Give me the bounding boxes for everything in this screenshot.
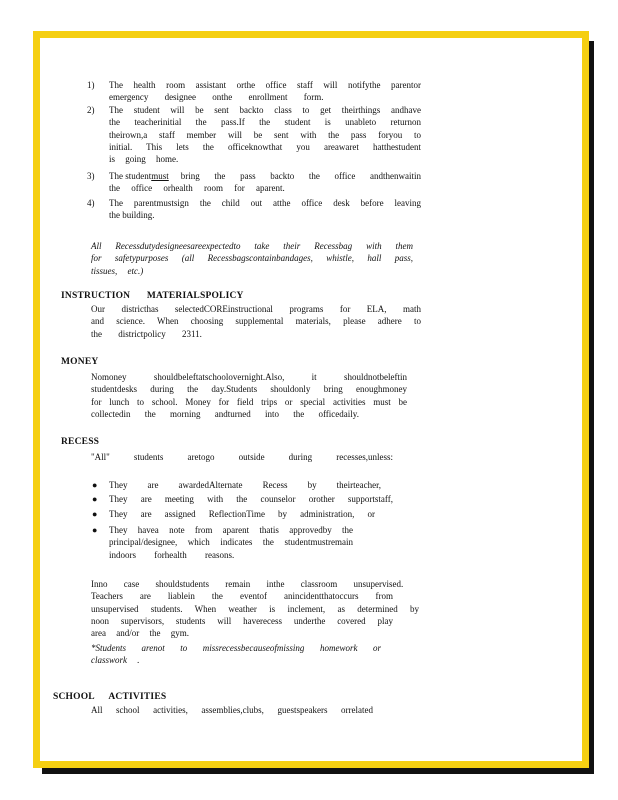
- text-line: studentdesks during the day.Students shouldonly bring enoughmoney: [91, 384, 407, 395]
- text-line: They are assigned ReflectionTime by administration, or: [109, 509, 375, 519]
- recess-footnote: [91, 642, 381, 667]
- text-line: All school activities, assemblies,clubs, guestspeakers orrelated: [91, 705, 373, 715]
- bullet-icon: ●: [92, 525, 98, 535]
- list-number: 3): [87, 171, 95, 181]
- list-item: [109, 79, 421, 104]
- text-line: emergency designee onthe enrollment form.: [109, 92, 324, 103]
- list-item: [109, 479, 381, 491]
- bullet-icon: ●: [92, 480, 98, 490]
- recess-paragraph: [91, 578, 419, 639]
- text-line: [109, 170, 421, 182]
- text-line: the building.: [109, 210, 155, 221]
- text-line: area and/or the gym.: [91, 628, 189, 639]
- document-content: [40, 38, 582, 761]
- text-line: They are meeting with the counselor orother supportstaff,: [109, 494, 393, 504]
- text-line: The parentmustsign the child out atthe office desk before leaving: [109, 198, 421, 208]
- activities-paragraph: [91, 704, 373, 716]
- text-line: Our districthas selectedCOREinstructional programs for ELA, math: [91, 304, 421, 314]
- bullet-icon: ●: [92, 494, 98, 504]
- text-line: They havea note from aparent thatis approvedby the: [109, 525, 353, 535]
- text-line: "All" students aretogo outside during recesses,unless:: [91, 452, 393, 462]
- text-line: Teachers are liablein the eventof anincidentthatoccurs from: [91, 591, 393, 602]
- text-line: The student will be sent backto class to get theirthings andhave: [109, 105, 421, 115]
- instruction-paragraph: [91, 303, 421, 340]
- text-fragment: The student: [109, 171, 152, 181]
- text-line: for safetypurposes (all Recessbagscontainbandages, whistle, hall pass,: [91, 253, 413, 264]
- text-line: tissues, etc.): [91, 265, 144, 276]
- text-line: and science. When choosing supplemental materials, please adhere to: [91, 316, 421, 327]
- list-item: [109, 493, 393, 505]
- emphasis-text: must: [151, 171, 169, 181]
- section-heading: RECESS: [61, 437, 100, 447]
- list-item: [109, 524, 353, 561]
- text-line: the office orhealth room for aparent.: [109, 183, 285, 194]
- money-paragraph: [91, 371, 407, 420]
- text-line: theirown,a staff member will be sent with the pass foryou to: [109, 129, 421, 140]
- text-line: The health room assistant orthe office staff will notifythe parentor: [109, 80, 421, 90]
- recess-intro: [91, 451, 393, 463]
- text-line: the teacherinitial the pass.If the student is unableto returnon: [109, 117, 421, 128]
- section-heading: MONEY: [61, 357, 99, 367]
- text-line: All Recessdutydesigneesareexpectedto take their Recessbag with them: [91, 241, 413, 251]
- text-line: collectedin the morning andturned into the officedaily.: [91, 408, 359, 419]
- text-line: the districtpolicy 2311.: [91, 328, 202, 339]
- list-item: [109, 104, 421, 165]
- list-item: [109, 197, 421, 222]
- text-line: They are awardedAlternate Recess by theirteacher,: [109, 480, 381, 490]
- text-line: indoors forhealth reasons.: [109, 549, 235, 560]
- list-number: 1): [87, 80, 95, 90]
- text-line: classwork .: [91, 655, 140, 666]
- text-line: Nomoney shouldbeleftatschoolovernight.Also, it shouldnotbeleftin: [91, 372, 407, 382]
- text-line: *Students arenot to missrecessbecauseofmissing homework or: [91, 643, 381, 653]
- section-heading: INSTRUCTION MATERIALSPOLICY: [61, 291, 244, 301]
- text-line: unsupervised students. When weather is inclement, as determined by: [91, 603, 419, 614]
- section-heading: SCHOOL ACTIVITIES: [53, 692, 167, 702]
- bullet-icon: ●: [92, 509, 98, 519]
- text-line: principal/designee, which indicates the studentmustremain: [109, 537, 353, 548]
- text-fragment: bring the pass backto the office andthenwaitin: [180, 171, 421, 181]
- list-item: [109, 508, 375, 520]
- text-line: Inno case shouldstudents remain inthe classroom unsupervised.: [91, 579, 404, 589]
- text-line: is going home.: [109, 154, 179, 165]
- document-page: [33, 31, 589, 768]
- text-line: noon supervisors, students will haverecess underthe covered play: [91, 615, 393, 626]
- list-number: 4): [87, 198, 95, 208]
- text-line: for lunch to school. Money for field trips or special activities must be: [91, 396, 407, 407]
- list-number: 2): [87, 105, 95, 115]
- text-line: initial. This lets the officeknowthat you areawaret hatthestudent: [109, 141, 421, 152]
- recess-bag-note: [91, 240, 413, 277]
- list-item: [109, 170, 421, 195]
